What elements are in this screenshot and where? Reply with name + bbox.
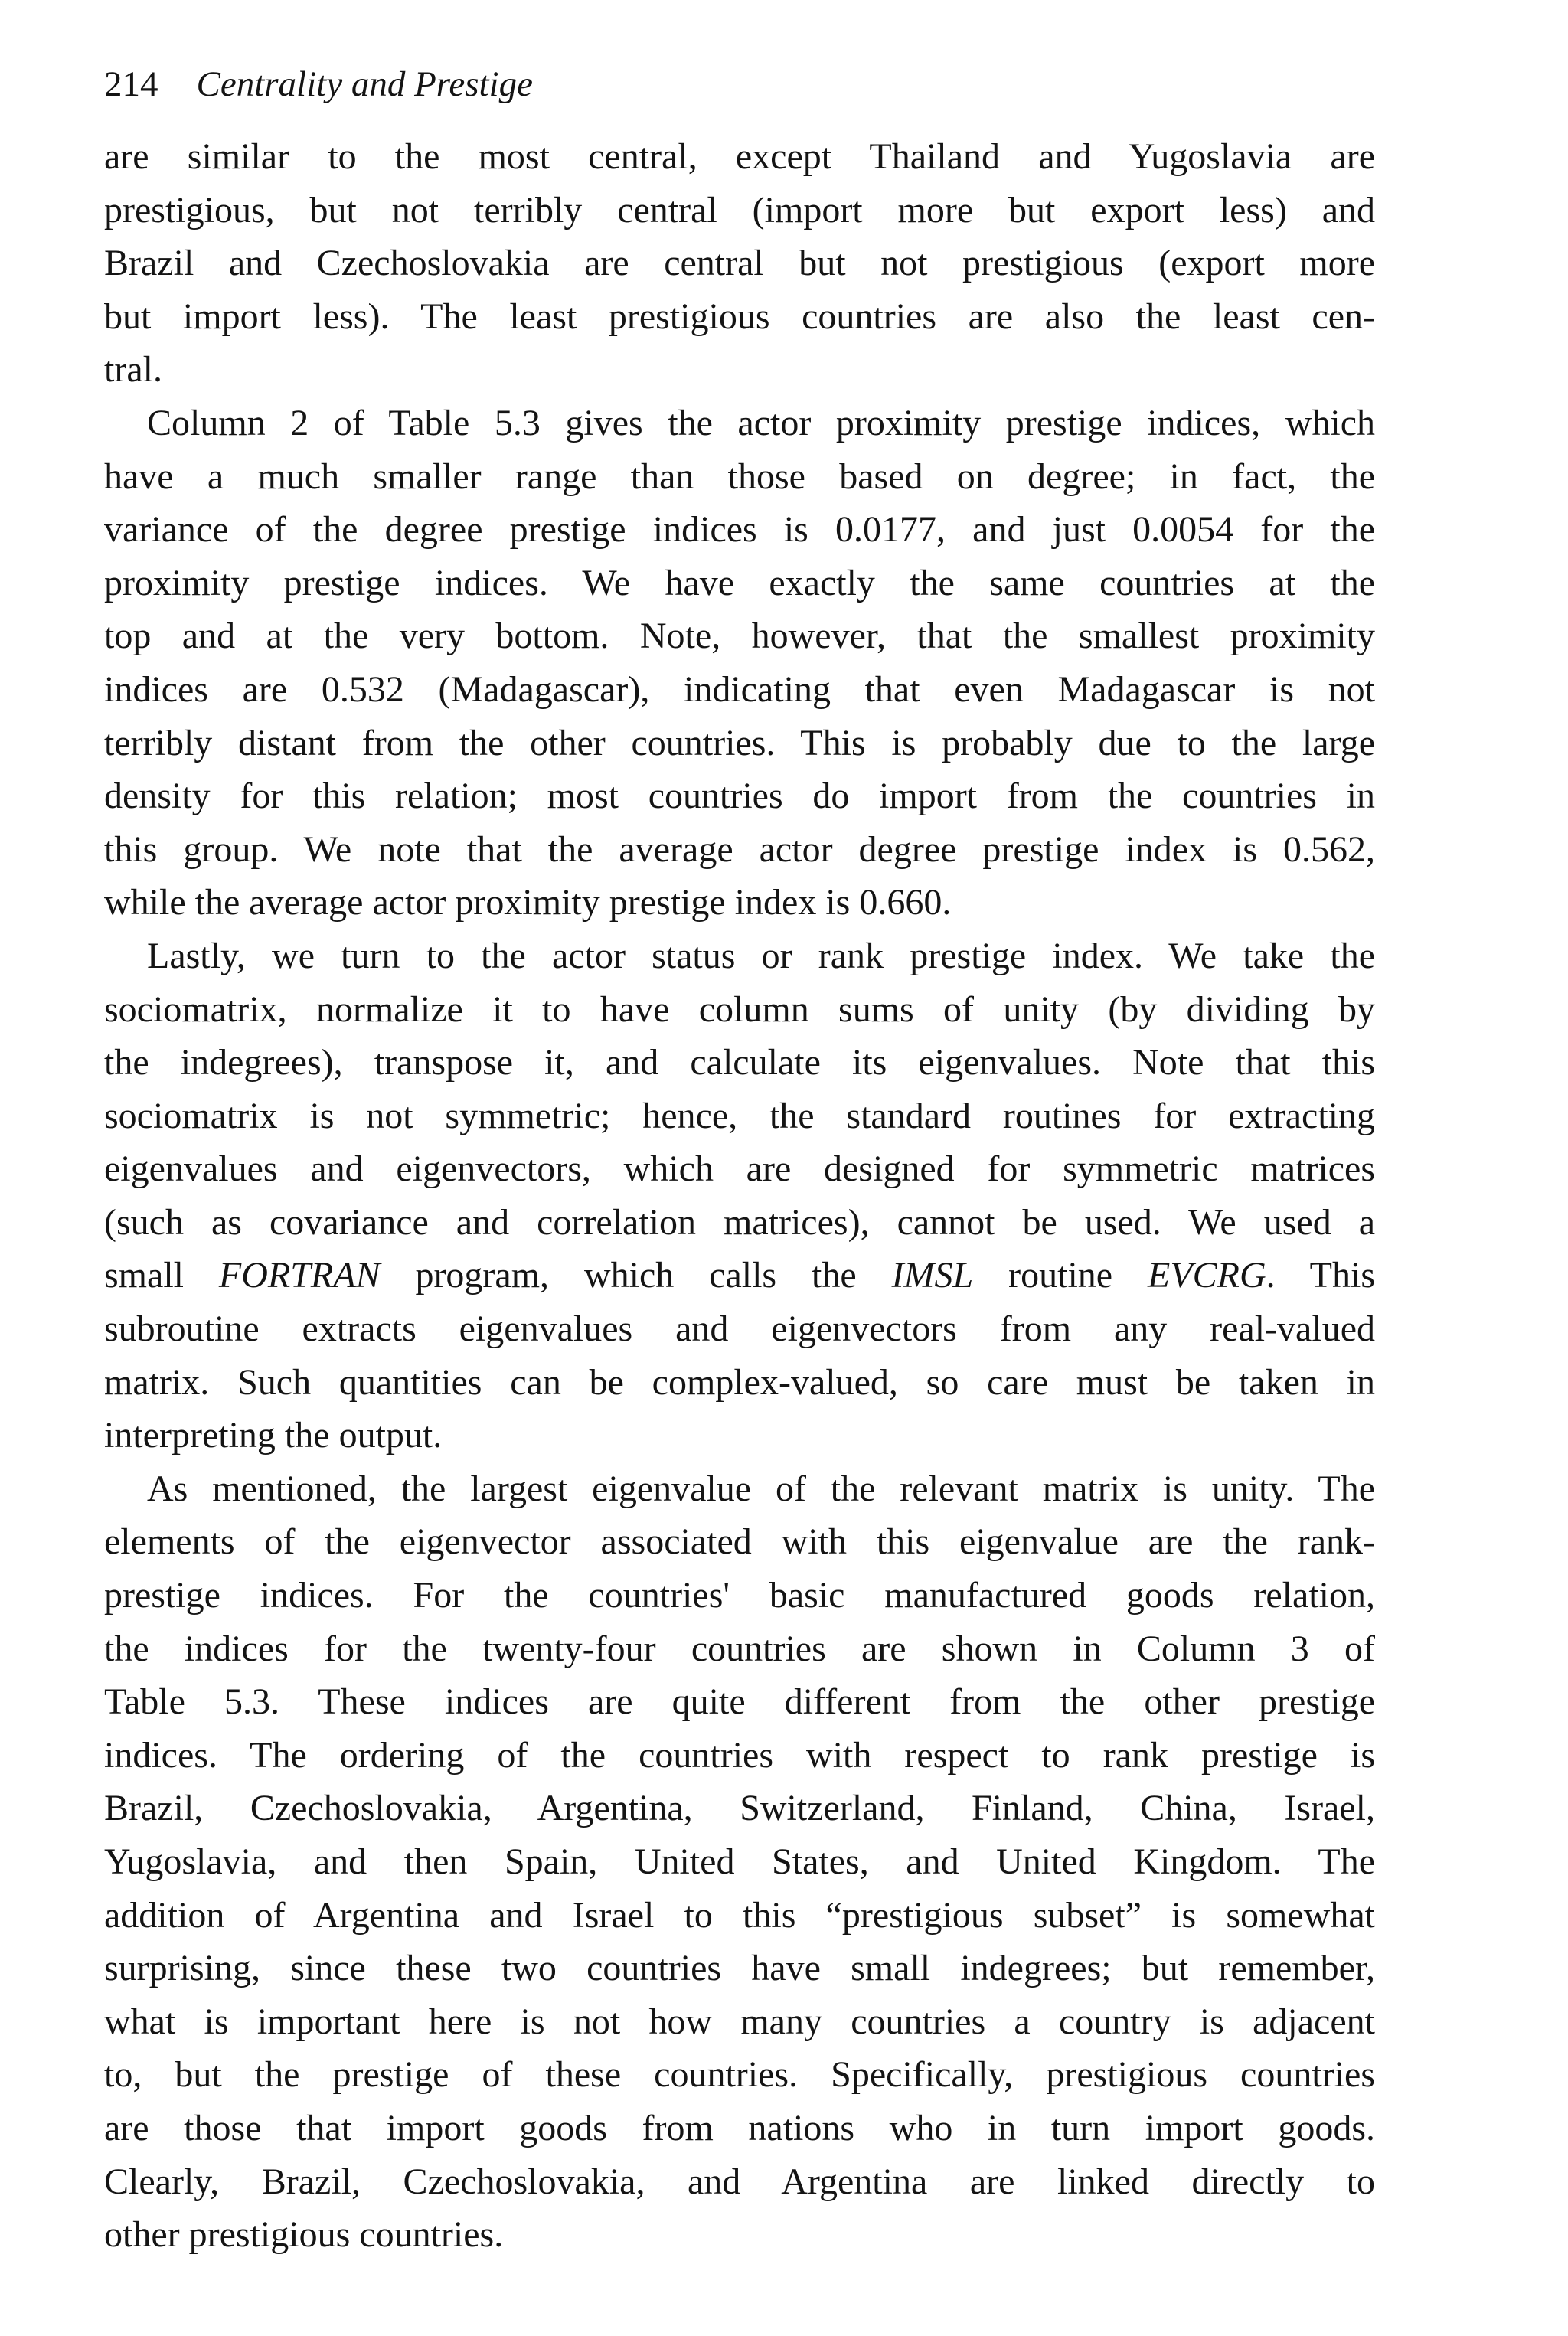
paragraph-2	[104, 397, 1375, 929]
program-name: EVCRG	[1148, 1255, 1266, 1296]
text-line: elements of the eigenvector associated with this eigenvalue are the rank-	[104, 1521, 1375, 1563]
text-line: this group. We note that the average actor degree prestige index is 0.562,	[104, 828, 1375, 870]
text-line: top and at the very bottom. Note, however, that the smallest proximity	[104, 616, 1375, 657]
text-line: Lastly, we turn to the actor status or rank prestige index. We take the	[147, 935, 1375, 976]
text-line: surprising, since these two countries have small indegrees; but remember,	[104, 1948, 1375, 1989]
text-line: terribly distant from the other countries. This is probably due to the large	[104, 722, 1375, 763]
text-line: subroutine extracts eigenvalues and eigenvectors from any real-valued	[104, 1308, 1375, 1350]
paragraph-4	[104, 1462, 1375, 2262]
text-line: proximity prestige indices. We have exactly the same countries at the	[104, 562, 1375, 603]
text-line: (such as covariance and correlation matrices), cannot be used. We used a	[104, 1201, 1375, 1243]
text-line: are similar to the most central, except Thailand and Yugoslavia are	[104, 136, 1375, 177]
text-line: while the average actor proximity prestige index is 0.660.	[104, 882, 952, 923]
text-line-with-program-names: small FORTRAN program, which calls the IMSL routine EVCRG. This	[104, 1255, 1376, 1296]
text-line: have a much smaller range than those based on degree; in fact, the	[104, 456, 1375, 497]
page-number: 214	[104, 64, 158, 104]
text-line: indices. The ordering of the countries with respect to rank prestige is	[104, 1734, 1375, 1776]
text-line: prestige indices. For the countries' basic manufactured goods relation,	[104, 1575, 1375, 1616]
text-line: interpreting the output.	[104, 1415, 443, 1456]
text-line: other prestigious countries.	[104, 2214, 504, 2256]
text-line: what is important here is not how many countries a country is adjacent	[104, 2001, 1375, 2042]
text-line: eigenvalues and eigenvectors, which are designed for symmetric matrices	[104, 1148, 1375, 1190]
text-line: Column 2 of Table 5.3 gives the actor proximity prestige indices, which	[147, 402, 1375, 443]
text-line: variance of the degree prestige indices is 0.0177, and just 0.0054 for the	[104, 509, 1375, 551]
program-name: FORTRAN	[218, 1255, 381, 1296]
text-line: Yugoslavia, and then Spain, United States, and United Kingdom. The	[104, 1841, 1375, 1882]
text-line: addition of Argentina and Israel to this “prestigious subset” is somewhat	[104, 1894, 1375, 1936]
paragraph-3	[104, 929, 1375, 1462]
text-line: tral.	[104, 349, 162, 390]
text-line: indices are 0.532 (Madagascar), indicating that even Madagascar is not	[104, 668, 1375, 710]
text-line: matrix. Such quantities can be complex-valued, so care must be taken in	[104, 1361, 1375, 1403]
text-line: but import less). The least prestigious countries are also the least cen-	[104, 296, 1375, 337]
paragraph-1	[104, 130, 1375, 397]
text-line: Clearly, Brazil, Czechoslovakia, and Argentina are linked directly to	[104, 2161, 1375, 2202]
text-line: to, but the prestige of these countries. Specifically, prestigious countries	[104, 2054, 1375, 2096]
text-line: Brazil and Czechoslovakia are central but not prestigious (export more	[104, 243, 1375, 284]
text-line: density for this relation; most countries do import from the countries in	[104, 776, 1375, 817]
body-text	[104, 130, 1375, 2262]
text-line: the indices for the twenty-four countries are shown in Column 3 of	[104, 1628, 1375, 1669]
text-line: As mentioned, the largest eigenvalue of the relevant matrix is unity. The	[147, 1468, 1375, 1509]
text-line: sociomatrix, normalize it to have column sums of unity (by dividing by	[104, 988, 1375, 1030]
text-line: sociomatrix is not symmetric; hence, the standard routines for extracting	[104, 1095, 1375, 1136]
text-line: Table 5.3. These indices are quite different from the other prestige	[104, 1681, 1375, 1723]
chapter-title: Centrality and Prestige	[196, 64, 533, 104]
text-line: prestigious, but not terribly central (import more but export less) and	[104, 189, 1375, 230]
text-line: the indegrees), transpose it, and calculate its eigenvalues. Note that this	[104, 1042, 1375, 1083]
running-head	[104, 54, 533, 115]
text-line: are those that import goods from nations who in turn import goods.	[104, 2107, 1375, 2148]
program-name: IMSL	[891, 1255, 974, 1296]
text-line: Brazil, Czechoslovakia, Argentina, Switzerland, Finland, China, Israel,	[104, 1788, 1375, 1829]
